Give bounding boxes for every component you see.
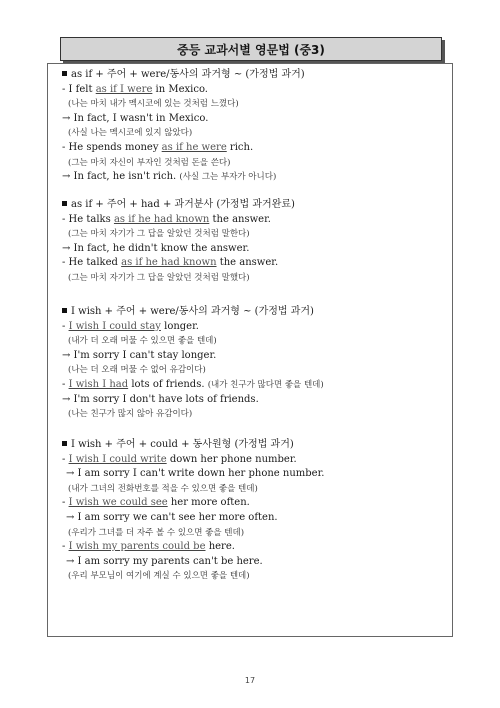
text-segment: (우리가 그녀를 더 자주 볼 수 있으면 좋을 텐데)	[68, 527, 245, 538]
text-segment: longer.	[160, 320, 199, 332]
translation-line	[68, 126, 192, 140]
section-heading	[62, 438, 294, 452]
underlined-phrase: I wish we could see	[68, 497, 168, 509]
example-line	[62, 349, 216, 363]
translation-line	[68, 526, 244, 540]
section-heading-text: I wish + 주어 + were/동사의 과거형 ~ (가정법 과거)	[71, 306, 314, 317]
text-segment: (나는 친구가 많지 않아 유감이다)	[68, 409, 193, 420]
text-segment: - He talks	[62, 213, 114, 225]
text-segment: → I am sorry my parents can't be here.	[66, 555, 263, 567]
text-segment: (그는 마치 자기가 그 답을 알았던 것처럼 말했다)	[68, 273, 250, 283]
underlined-phrase: I wish I could stay	[68, 320, 161, 332]
text-segment: lots of friends.	[128, 379, 208, 390]
example-line	[62, 320, 199, 334]
text-segment: her more often.	[167, 497, 250, 509]
bullet-icon	[62, 71, 67, 76]
translation-line	[68, 227, 250, 241]
section-heading	[62, 305, 314, 319]
translation-text: (사실 그는 부자가 아니다)	[179, 172, 277, 183]
example-line	[62, 496, 250, 510]
text-segment: (사실 나는 멕시코에 있지 않았다)	[68, 128, 193, 139]
text-segment: → I'm sorry I don't have lots of friends.	[62, 393, 259, 405]
text-segment: (나는 마치 내가 멕시코에 있는 것처럼 느꼈다)	[68, 99, 239, 110]
example-line	[62, 378, 324, 392]
example-line	[62, 242, 249, 256]
page-number: 17	[244, 676, 256, 685]
text-segment: - I felt	[62, 83, 96, 95]
section-heading-text: I wish + 주어 + could + 동사원형 (가정법 과거)	[71, 439, 294, 450]
translation-line	[68, 156, 230, 170]
example-line	[62, 393, 259, 407]
example-line	[62, 112, 208, 126]
example-line	[62, 256, 278, 270]
underlined-phrase: as if he had known	[113, 213, 210, 225]
text-segment: the answer.	[209, 213, 271, 225]
text-segment: → In fact, I wasn't in Mexico.	[62, 112, 209, 124]
translation-line	[68, 363, 206, 377]
page-title: 중등 교과서별 영문법 (중3)	[177, 42, 325, 57]
translation-text: (내가 친구가 많다면 좋을 텐데)	[207, 380, 324, 390]
text-segment: (내가 그녀의 전화번호를 적을 수 있으면 좋을 텐데)	[68, 483, 258, 494]
translation-line	[68, 97, 239, 111]
translation-line	[68, 482, 258, 496]
example-line	[66, 555, 263, 569]
text-segment: → I'm sorry I can't stay longer.	[62, 349, 217, 361]
text-segment: -	[62, 453, 69, 465]
example-line	[62, 540, 235, 554]
text-segment: → I am sorry we can't see her more often.	[66, 512, 278, 523]
text-segment: - He spends money	[62, 142, 162, 153]
section-heading-text: as if + 주어 + were/동사의 과거형 ~ (가정법 과거)	[71, 69, 305, 80]
underlined-phrase: I wish I had	[68, 379, 129, 390]
text-segment: (내가 더 오래 머물 수 있으면 좋을 텐데)	[68, 336, 217, 347]
underlined-phrase: I wish my parents could be	[68, 541, 206, 553]
bullet-icon	[62, 308, 67, 313]
underlined-phrase: I wish I could write	[68, 453, 167, 465]
section-heading-text: as if + 주어 + had + 과거분사 (가정법 과거완료)	[71, 199, 295, 210]
text-segment: down her phone number.	[166, 453, 297, 465]
text-segment: -	[62, 379, 69, 390]
text-segment: → In fact, he isn't rich.	[62, 171, 180, 183]
example-line	[62, 83, 208, 97]
underlined-phrase: as if he were	[161, 142, 227, 153]
text-segment: (그는 마치 자신이 부자인 것처럼 돈을 쓴다)	[68, 157, 231, 168]
text-segment: -	[62, 541, 69, 553]
example-line	[62, 170, 276, 184]
bullet-icon	[62, 441, 67, 446]
example-line	[66, 511, 278, 525]
section-heading	[62, 68, 305, 82]
underlined-phrase: as if I were	[95, 83, 153, 95]
page-title-banner	[60, 37, 442, 61]
text-segment: -	[62, 497, 69, 509]
text-segment: here.	[205, 541, 235, 553]
translation-line	[68, 407, 192, 421]
text-segment: (우리 부모님이 여기에 계실 수 있으면 좋을 텐데)	[68, 571, 250, 582]
text-segment: (나는 더 오래 머물 수 없어 유감이다)	[68, 365, 206, 376]
text-segment: the answer.	[216, 257, 279, 269]
text-segment: (그는 마치 자기가 그 답을 알았던 것처럼 말한다)	[68, 229, 250, 240]
text-segment: → In fact, he didn't know the answer.	[62, 242, 250, 254]
example-line	[62, 141, 253, 155]
translation-line	[68, 271, 250, 285]
section-heading	[62, 198, 295, 212]
example-line	[62, 213, 271, 227]
translation-line	[68, 334, 217, 348]
text-segment: -	[62, 320, 69, 332]
example-line	[62, 453, 297, 467]
text-segment: → I am sorry I can't write down her phone number.	[66, 468, 325, 480]
underlined-phrase: as if he had known	[121, 257, 217, 269]
bullet-icon	[62, 201, 67, 206]
text-segment: - He talked	[62, 257, 122, 269]
text-segment: in Mexico.	[152, 83, 208, 95]
translation-line	[68, 569, 250, 583]
text-segment: rich.	[226, 142, 254, 153]
example-line	[66, 467, 324, 481]
